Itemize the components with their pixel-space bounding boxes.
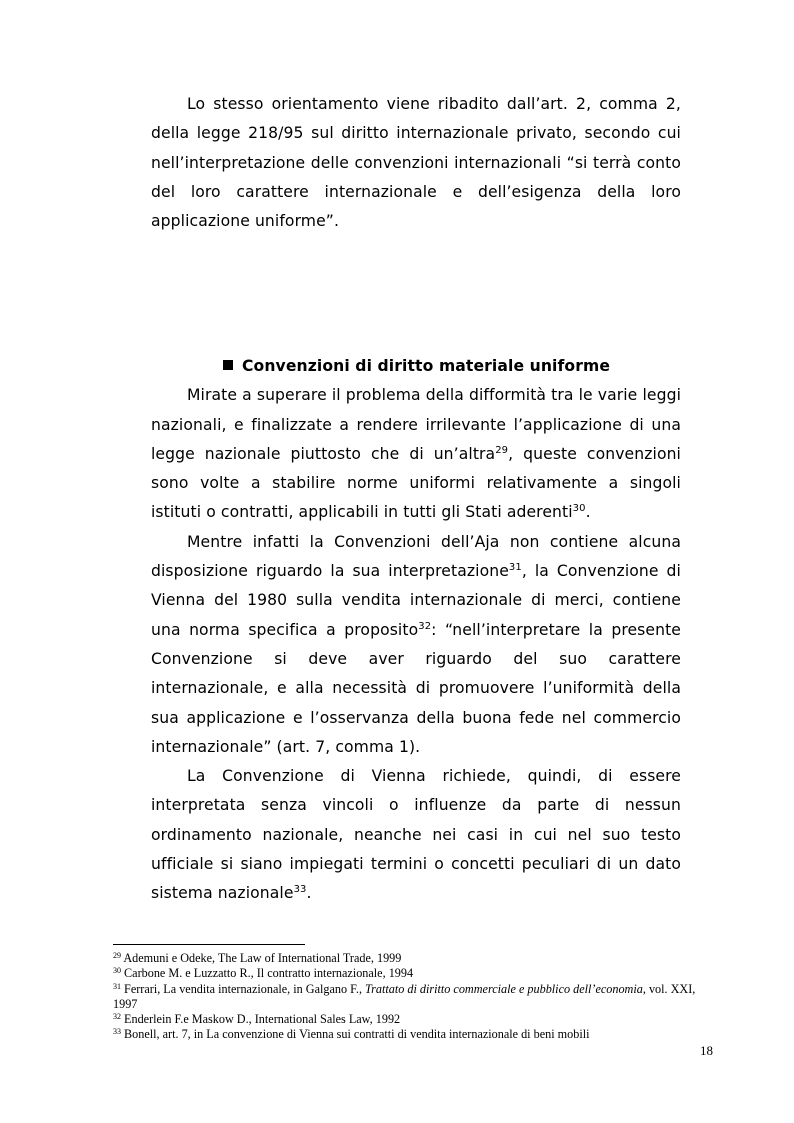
paragraph: Mentre infatti la Convenzioni dell’Aja non contiene alcuna disposizione riguardo la sua interpretazione$^{31}$, la Convenzione di Vienna del 1980 sulla vendita internazionale di merci, contiene una norma specifica a proposito$^{32}$: “nell’interpretare la presente Convenzione si deve aver riguardo del suo carattere internazionale, e alla necessità di promuovere l’uniformità della sua applicazione e l’osservanza della buona fede nel commercio internazionale” (art. 7, comma 1). xyxy=(151,532,681,756)
page-number: 18 xyxy=(700,1043,713,1058)
square-bullet-icon xyxy=(223,360,233,370)
footnote: $^{31}$ Ferrari, La vendita internazionale, in Galgano F., Trattato di diritto commerciale e pubblico dell’economia, vol. XXI, 1997 xyxy=(113,981,696,1011)
footnote: $^{30}$ Carbone M. e Luzzatto R., Il contratto internazionale, 1994 xyxy=(113,966,414,981)
footnote: $^{33}$ Bonell, art. 7, in La convenzione di Vienna sui contratti di vendita internazionale di beni mobili xyxy=(113,1027,590,1042)
intro-block xyxy=(151,90,681,236)
section-heading-text: Convenzioni di diritto materiale uniforme xyxy=(242,357,611,375)
footnote-ref: 31 xyxy=(508,562,522,574)
paragraph: La Convenzione di Vienna richiede, quindi, di essere interpretata senza vincoli o influenze da parte di nessun ordinamento nazionale, neanche nei casi in cui nel suo testo ufficiale si siano impiegati termini o concetti peculiari di un dato sistema nazionale$^{33}$. xyxy=(151,767,681,903)
footnote-ref: 32 xyxy=(418,620,432,632)
footnote: $^{32}$ Enderlein F.e Maskow D., International Sales Law, 1992 xyxy=(113,1012,401,1027)
footnote-ref: 29 xyxy=(495,444,509,456)
footnote-separator xyxy=(113,944,305,945)
footnote-ref: 33 xyxy=(293,884,307,896)
footnote-ref: 30 xyxy=(572,503,586,515)
section-heading xyxy=(151,352,681,381)
paragraph: Lo stesso orientamento viene ribadito dall’art. 2, comma 2, della legge 218/95 sul diritto internazionale privato, secondo cui nell’interpretazione delle convenzioni internazionali “si terrà conto del loro carattere internazionale e dell’esigenza della loro applicazione uniforme”. xyxy=(151,95,681,231)
section-block xyxy=(151,352,681,909)
footnotes xyxy=(113,951,703,1043)
footnote: $^{29}$ Ademuni e Odeke, The Law of International Trade, 1999 xyxy=(113,951,402,965)
paragraph: Mirate a superare il problema della difformità tra le varie leggi nazionali, e finalizzate a rendere irrilevante l’applicazione di una legge nazionale piuttosto che di un’altra$^{29}$, queste convenzioni sono volte a stabilire norme uniformi relativamente a singoli istituti o contratti, applicabili in tutti gli Stati aderenti$^{30}$. xyxy=(151,386,681,522)
